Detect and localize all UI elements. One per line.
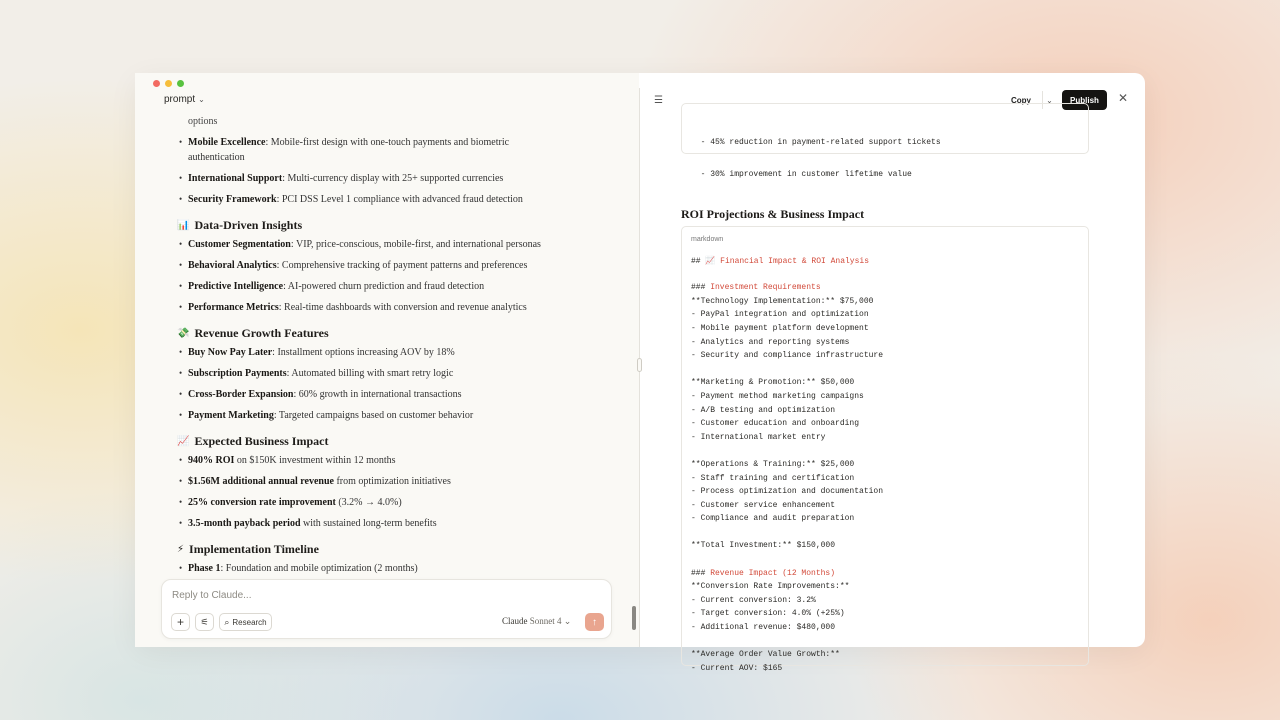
list-item: [179, 237, 599, 252]
code-line: - Process optimization and documentation: [691, 487, 884, 497]
list-item-rest: : Foundation and mobile optimization (2 months): [220, 563, 418, 574]
list-item-text: [188, 495, 599, 510]
bullet-dot: •: [179, 260, 183, 270]
section-heading: [177, 434, 328, 449]
section-heading: ROI Projections & Business Impact: [681, 207, 865, 221]
bullet-dot: •: [179, 410, 183, 420]
model-version: Sonnet 4: [529, 616, 562, 626]
bullet-dot: •: [179, 281, 183, 291]
code-line: [691, 363, 883, 377]
code-line: - Target conversion: 4.0% (+25%): [691, 609, 845, 619]
code-line: - Current conversion: 3.2%: [691, 595, 816, 605]
list-item-bold: Mobile Excellence: [188, 137, 266, 148]
code-line: - Analytics and reporting systems: [691, 337, 850, 347]
code-markup: ##: [691, 257, 706, 266]
list-item-text: [188, 516, 599, 531]
list-item-bold: 3.5-month payback period: [188, 518, 301, 529]
code-line: - Compliance and audit preparation: [691, 514, 855, 524]
send-button[interactable]: [585, 613, 604, 631]
list-item-bold: Phase 1: [188, 563, 221, 574]
list-item-bold: Payment Marketing: [188, 410, 274, 421]
code-line: [691, 444, 883, 458]
bullet-dot: •: [179, 497, 183, 507]
list-icon[interactable]: ☰: [654, 95, 663, 106]
list-item-rest: : Multi-currency display with 25+ supported currencies: [282, 173, 504, 184]
bullet-dot: •: [179, 194, 183, 204]
model-name: Claude: [502, 616, 528, 626]
chevron-down-icon: ⌄: [198, 95, 205, 104]
message-text: options: [188, 116, 218, 127]
code-line: - International market entry: [691, 432, 826, 442]
research-label: Research: [232, 617, 267, 627]
list-item: [179, 192, 599, 207]
list-item-rest: (3.2% → 4.0%): [335, 497, 402, 508]
code-markup: ###: [691, 283, 711, 293]
list-item-rest: : Mobile-first design with one-touch payments and biometric: [265, 137, 510, 148]
list-item-text: [188, 300, 599, 315]
section-heading: [177, 218, 302, 233]
list-item: [179, 171, 599, 186]
close-window-button[interactable]: [153, 80, 160, 87]
code-line: **Average Order Value Growth:**: [691, 650, 840, 660]
code-line: [691, 567, 883, 581]
list-item-bold: Cross-Border Expansion: [188, 389, 294, 400]
section-heading: [177, 542, 319, 557]
list-item: [179, 516, 599, 531]
publish-button[interactable]: Publish: [1062, 90, 1107, 110]
conversation-title-menu[interactable]: [164, 94, 205, 105]
code-line: - Payment method marketing campaigns: [691, 391, 864, 401]
code-line: [691, 526, 883, 540]
code-heading-text: Revenue Impact (12 Months): [710, 568, 836, 578]
code-heading-text: Investment Requirements: [710, 283, 821, 293]
list-item-text: [188, 474, 599, 489]
code-markup: ###: [691, 568, 711, 578]
chevron-down-icon: ⌄: [563, 616, 572, 626]
code-line: [691, 268, 883, 282]
list-item: [179, 408, 599, 423]
section-emoji-icon: 📊: [177, 220, 190, 231]
chat-transcript: [175, 114, 615, 579]
list-item: [179, 279, 599, 294]
section-heading-text: Revenue Growth Features: [194, 326, 329, 340]
list-item-text: [188, 561, 599, 576]
artifact-document: [681, 113, 1093, 673]
minimize-window-button[interactable]: [165, 80, 172, 87]
list-item-text: [188, 237, 599, 252]
code-line: - PayPal integration and optimization: [691, 310, 869, 320]
list-item-bold: International Support: [188, 173, 283, 184]
list-item: [179, 135, 599, 165]
reply-input[interactable]: Reply to Claude...: [172, 590, 252, 601]
list-item: [179, 387, 599, 402]
bullet-dot: •: [179, 518, 183, 528]
code-line: - 30% improvement in customer lifetime value: [691, 169, 912, 179]
code-language-label: markdown: [691, 236, 724, 243]
copy-options-chevron-icon[interactable]: ⌄: [1042, 91, 1056, 109]
bullet-dot: •: [179, 173, 183, 183]
arrow-up-icon: ↑: [592, 616, 597, 628]
list-item-rest: with sustained long-term benefits: [300, 518, 437, 529]
code-line: - 45% reduction in payment-related support tickets: [691, 138, 941, 147]
section-emoji-icon: 💸: [177, 328, 190, 339]
list-item-bold: $1.56M additional annual revenue: [188, 476, 334, 487]
research-icon: ⌕: [224, 616, 230, 627]
list-item: [179, 474, 599, 489]
code-line: **Operations & Training:** $25,000: [691, 459, 855, 469]
close-icon[interactable]: ✕: [1118, 91, 1129, 105]
bullet-dot: •: [179, 368, 183, 378]
list-item-rest: : VIP, price-conscious, mobile-first, and international personas: [290, 239, 541, 250]
list-item: [179, 561, 599, 576]
list-item-bold: Predictive Intelligence: [188, 281, 284, 292]
list-item-rest: : Targeted campaigns based on customer behavior: [273, 410, 474, 421]
app-window: [135, 73, 1145, 673]
list-item-text: [188, 387, 599, 402]
model-selector[interactable]: [502, 616, 571, 627]
list-item-text: [188, 366, 599, 381]
list-item: [179, 453, 599, 468]
list-item-bold: Customer Segmentation: [188, 239, 291, 250]
list-item-bold: 25% conversion rate improvement: [188, 497, 336, 508]
code-line: **Marketing & Promotion:** $50,000: [691, 378, 855, 388]
list-item-bold: Subscription Payments: [188, 368, 287, 379]
list-item: [179, 345, 599, 360]
section-heading-text: Expected Business Impact: [194, 434, 329, 448]
window-controls: [153, 80, 184, 87]
list-item-text: [188, 192, 599, 207]
plus-icon: +: [176, 615, 184, 629]
list-item-rest: from optimization initiatives: [333, 476, 451, 487]
list-item-bold: Security Framework: [188, 194, 277, 205]
list-item-rest: : PCI DSS Level 1 compliance with advanced fraud detection: [276, 194, 523, 205]
bullet-dot: •: [179, 476, 183, 486]
code-block: [681, 226, 1089, 673]
chat-scrollbar[interactable]: [632, 606, 636, 630]
list-item: [179, 258, 599, 273]
list-item-bold: Buy Now Pay Later: [188, 347, 273, 358]
code-line: - Current AOV: $165: [691, 663, 783, 673]
code-line: - Mobile payment platform development: [691, 323, 869, 333]
research-button[interactable]: [219, 613, 272, 631]
bullet-dot: •: [179, 455, 183, 465]
code-line: - Customer education and onboarding: [691, 419, 860, 429]
list-item-rest: : Comprehensive tracking of payment patterns and preferences: [276, 260, 528, 271]
list-item-bold: Performance Metrics: [188, 302, 279, 313]
conversation-title: prompt: [164, 94, 196, 105]
code-heading-text: Financial Impact & ROI Analysis: [715, 257, 869, 266]
code-line: [691, 254, 883, 268]
zoom-window-button[interactable]: [177, 80, 184, 87]
copy-button[interactable]: Copy: [1011, 95, 1031, 105]
list-item-text: [188, 453, 599, 468]
tools-button[interactable]: [195, 613, 214, 631]
list-item: [179, 495, 599, 510]
bullet-dot: •: [179, 302, 183, 312]
list-item-text: [188, 258, 599, 273]
list-item-rest: authentication: [188, 152, 245, 163]
bullet-dot: •: [179, 137, 183, 147]
list-item: [179, 366, 599, 381]
code-line: - Additional revenue: $480,000: [691, 623, 836, 633]
bullet-dot: •: [179, 563, 183, 573]
bullet-dot: •: [179, 389, 183, 399]
list-item-bold: 940% ROI: [188, 455, 235, 466]
code-line: [691, 635, 883, 649]
list-item-rest: on $150K investment within 12 months: [234, 455, 396, 466]
list-item-text: [188, 171, 599, 186]
list-item-rest: : AI-powered churn prediction and fraud detection: [283, 281, 485, 292]
code-line: - Customer service enhancement: [691, 500, 836, 510]
code-block: [681, 103, 1089, 179]
bullet-dot: •: [179, 347, 183, 357]
add-button[interactable]: [171, 613, 190, 631]
code-line: **Conversion Rate Improvements:**: [691, 582, 850, 592]
code-line: [691, 553, 883, 567]
section-heading: [177, 326, 329, 341]
sliders-icon: ⚟: [200, 616, 209, 627]
list-item-rest: : Real-time dashboards with conversion and revenue analytics: [278, 302, 527, 313]
section-heading-text: Data-Driven Insights: [194, 218, 303, 232]
code-line: - Security and compliance infrastructure: [691, 351, 884, 361]
section-emoji-icon: 📈: [177, 436, 190, 447]
list-item-text: [188, 279, 599, 294]
code-line: - Staff training and certification: [691, 473, 855, 483]
bullet-dot: •: [179, 239, 183, 249]
code-line: **Technology Implementation:** $75,000: [691, 296, 874, 306]
list-item-rest: : Automated billing with smart retry logic: [286, 368, 454, 379]
artifact-panel: [640, 73, 1145, 673]
list-item-text: [188, 345, 599, 360]
list-item-text: [188, 408, 599, 423]
code-lines: [691, 254, 883, 675]
list-item-rest: : Installment options increasing AOV by 18%: [272, 347, 455, 358]
list-item-bold: Behavioral Analytics: [188, 260, 277, 271]
code-line: [691, 281, 883, 295]
chart-emoji-icon: 📈: [705, 256, 716, 265]
code-line: **Total Investment:** $150,000: [691, 541, 836, 551]
list-item: [179, 300, 599, 315]
section-heading-text: Implementation Timeline: [189, 542, 319, 556]
list-item-text: [188, 135, 599, 165]
chat-panel: [135, 73, 639, 647]
list-item-rest: : 60% growth in international transactions: [293, 389, 462, 400]
composer: [161, 579, 612, 639]
code-line: - A/B testing and optimization: [691, 405, 836, 415]
section-emoji-icon: ⚡: [177, 544, 185, 555]
